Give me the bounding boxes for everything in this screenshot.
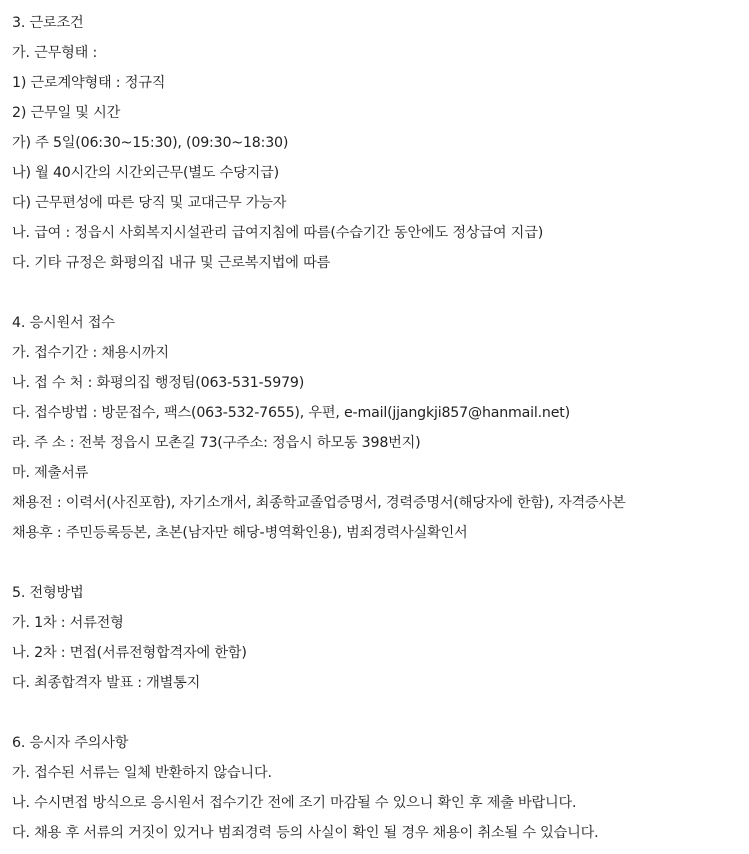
- text-line: 나. 수시면접 방식으로 응시원서 접수기간 전에 조기 마감될 수 있으니 확인 후 제출 바랍니다.: [12, 795, 577, 811]
- document-body: [12, 8, 742, 848]
- text-line: 가. 접수된 서류는 일체 반환하지 않습니다.: [12, 765, 272, 781]
- section-heading: 3. 근로조건: [12, 15, 84, 31]
- section-heading: 6. 응시자 주의사항: [12, 735, 129, 751]
- text-line: 채용후 : 주민등록등본, 초본(남자만 해당-병역확인용), 범죄경력사실확인서: [12, 525, 468, 541]
- text-line: 1) 근로계약형태 : 정규직: [12, 75, 166, 91]
- text-line: 나. 접 수 처 : 화평의집 행정팀(063-531-5979): [12, 375, 305, 391]
- spacer: [12, 548, 742, 578]
- text-line: 나. 2차 : 면접(서류전형합격자에 한함): [12, 645, 247, 661]
- section-selection-method: [12, 578, 742, 698]
- section-applicant-notes: [12, 728, 742, 848]
- text-line: 가. 1차 : 서류전형: [12, 615, 124, 631]
- spacer: [12, 278, 742, 308]
- text-line: 나) 월 40시간의 시간외근무(별도 수당지급): [12, 165, 279, 181]
- section-application: [12, 308, 742, 548]
- text-line: 라. 주 소 : 전북 정읍시 모촌길 73(구주소: 정읍시 하모동 398번지): [12, 435, 421, 451]
- text-line: 다. 채용 후 서류의 거짓이 있거나 범죄경력 등의 사실이 확인 될 경우 채용이 취소될 수 있습니다.: [12, 825, 599, 841]
- text-line: 마. 제출서류: [12, 465, 89, 481]
- text-line: 다. 최종합격자 발표 : 개별통지: [12, 675, 201, 691]
- text-line: 가. 근무형태 :: [12, 45, 98, 61]
- section-working-conditions: [12, 8, 742, 278]
- spacer: [12, 698, 742, 728]
- text-line: 가. 접수기간 : 채용시까지: [12, 345, 169, 361]
- text-line: 다. 기타 규정은 화평의집 내규 및 근로복지법에 따름: [12, 255, 331, 271]
- text-line: 다) 근무편성에 따른 당직 및 교대근무 가능자: [12, 195, 287, 211]
- text-line: 나. 급여 : 정읍시 사회복지시설관리 급여지침에 따름(수습기간 동안에도 정상급여 지급): [12, 225, 544, 241]
- text-line: 다. 접수방법 : 방문접수, 팩스(063-532-7655), 우편, e-mail(jjangkji857@hanmail.net): [12, 405, 570, 421]
- text-line: 채용전 : 이력서(사진포함), 자기소개서, 최종학교졸업증명서, 경력증명서(해당자에 한함), 자격증사본: [12, 495, 626, 511]
- section-heading: 5. 전형방법: [12, 585, 84, 601]
- text-line: 2) 근무일 및 시간: [12, 105, 121, 121]
- text-line: 가) 주 5일(06:30~15:30), (09:30~18:30): [12, 135, 289, 151]
- section-heading: 4. 응시원서 접수: [12, 315, 115, 331]
